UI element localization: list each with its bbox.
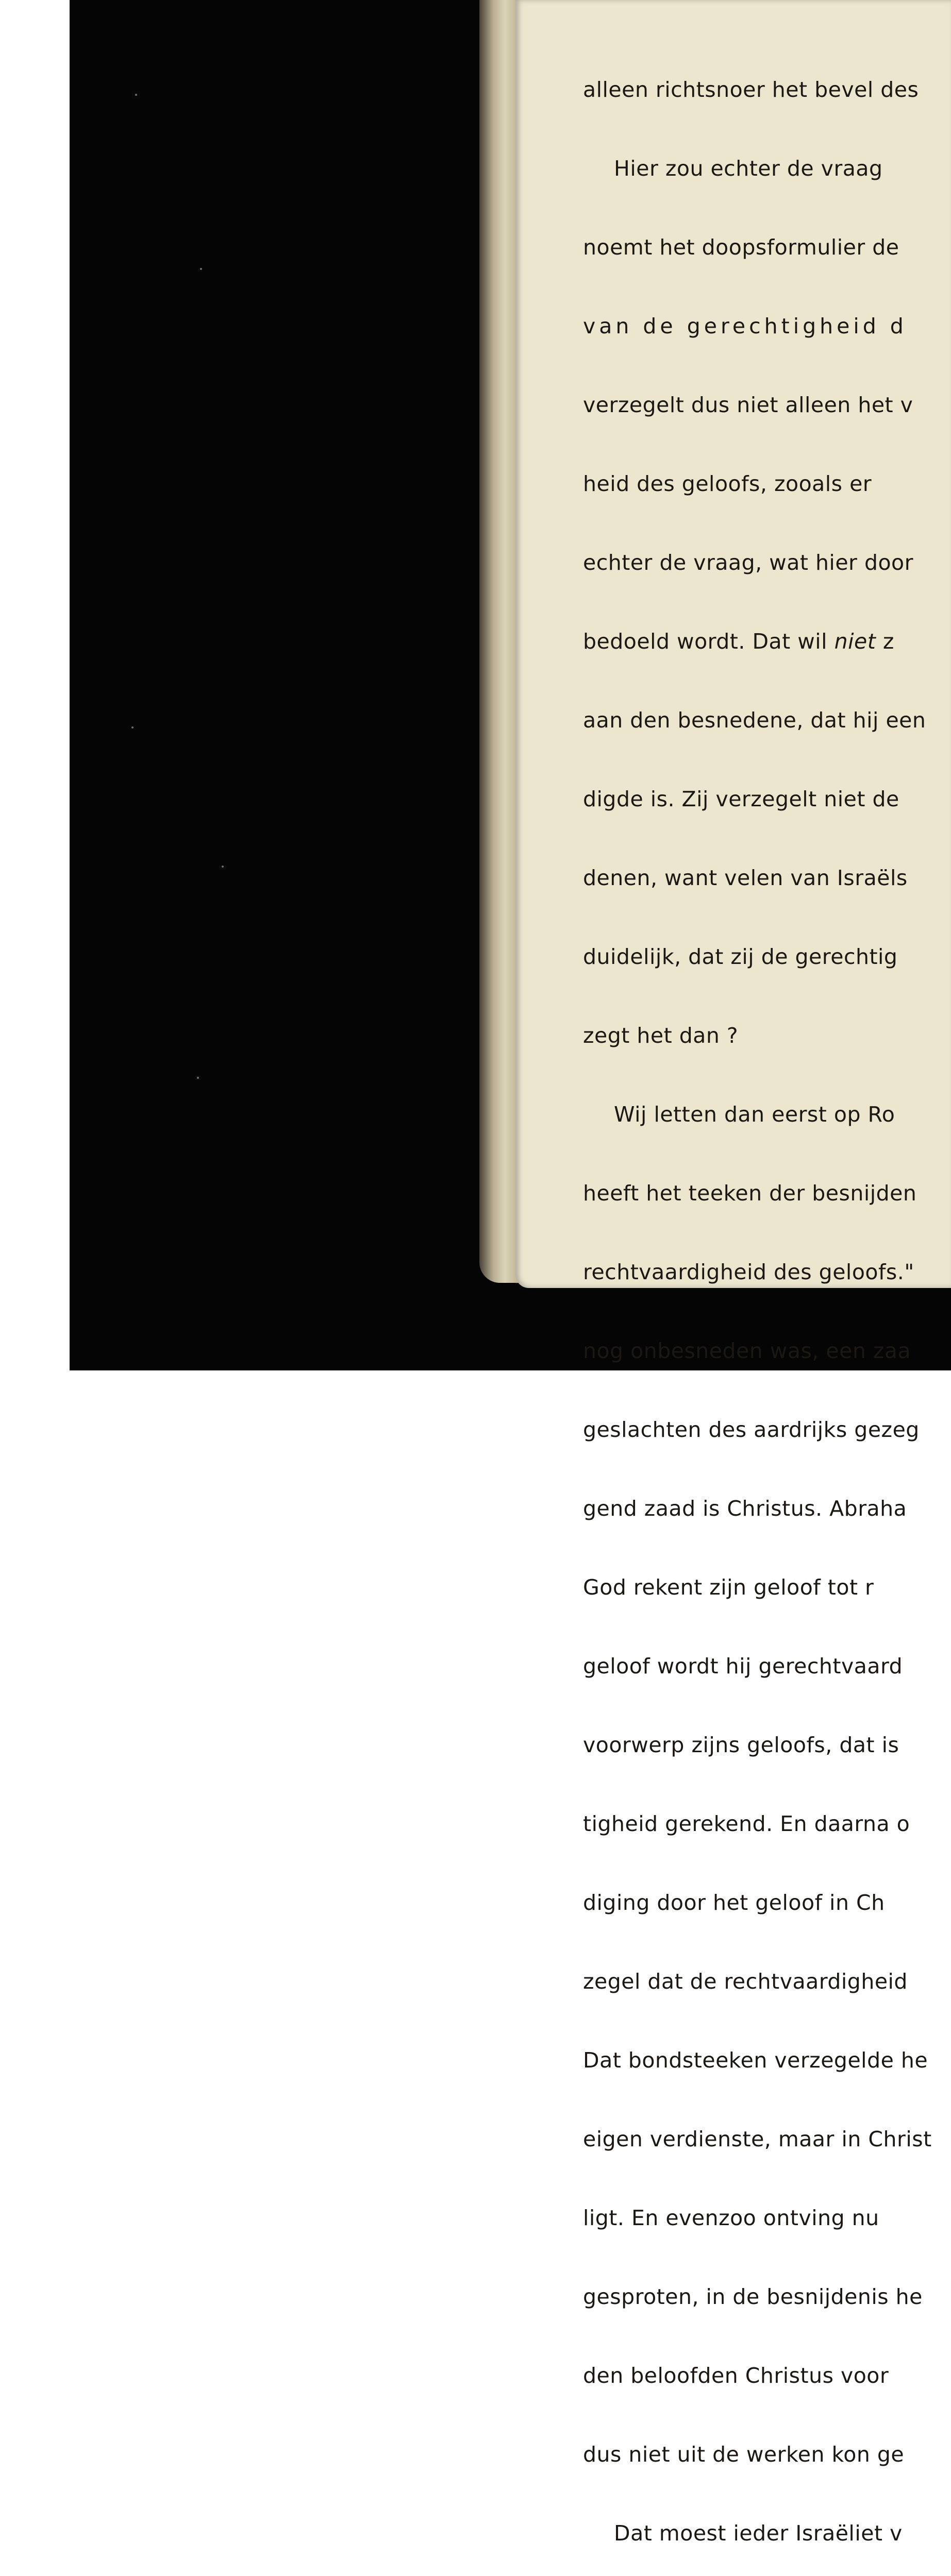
text-line: verzegelt dus niet alleen het v	[583, 393, 913, 417]
text-line: zegel dat de rechtvaardigheid	[583, 1969, 908, 1994]
text-line: Dat bondsteeken verzegelde he	[583, 2048, 928, 2073]
page-text	[583, 24, 951, 2576]
scan-speck	[135, 94, 137, 96]
text-line	[583, 629, 951, 655]
text-segment: bedoeld wordt. Dat wil	[583, 629, 835, 654]
text-line: Dat moest ieder Israëliet v	[614, 2521, 903, 2546]
text-segment: z	[876, 629, 894, 654]
scan-speck	[131, 726, 134, 728]
text-line: nog onbesneden was, een zaa	[583, 1338, 911, 1363]
text-line: dus niet uit de werken kon ge	[583, 2442, 905, 2467]
text-line: diging door het geloof in Ch	[583, 1890, 885, 1915]
scan-speck	[200, 268, 202, 270]
text-line: eigen verdienste, maar in Christ	[583, 2127, 932, 2151]
text-line: heeft het teeken der besnijden	[583, 1181, 917, 1206]
scan-speck	[222, 866, 224, 868]
text-line: geslachten des aardrijks gezeg	[583, 1417, 920, 1442]
text-line: God rekent zijn geloof tot r	[583, 1575, 874, 1600]
text-line: noemt het doopsformulier de	[583, 235, 899, 260]
text-line: digde is. Zij verzegelt niet de	[583, 787, 899, 811]
text-line: Hier zou echter de vraag	[614, 156, 883, 181]
text-line: denen, want velen van Israëls	[583, 866, 908, 890]
text-line: zegt het dan ?	[583, 1023, 739, 1048]
text-line: heid des geloofs, zooals er	[583, 471, 872, 496]
text-line: rechtvaardigheid des geloofs."	[583, 1260, 914, 1284]
text-line: gesproten, in de besnijdenis he	[583, 2284, 923, 2309]
text-line: echter de vraag, wat hier door	[583, 550, 913, 575]
text-line: geloof wordt hij gerechtvaard	[583, 1654, 903, 1679]
text-line: van de gerechtigheid d	[583, 314, 907, 338]
text-line: gend zaad is Christus. Abraha	[583, 1496, 907, 1521]
italic-word: niet	[834, 629, 876, 654]
text-line: den beloofden Christus voor	[583, 2363, 889, 2388]
scan-speck	[197, 1077, 199, 1079]
text-line: alleen richtsnoer het bevel des	[583, 77, 919, 102]
text-line: aan den besnedene, dat hij een	[583, 708, 926, 733]
text-line: duidelijk, dat zij de gerechtig	[583, 944, 898, 969]
text-line: ligt. En evenzoo ontving nu	[583, 2206, 879, 2230]
text-line: Wij letten dan eerst op Ro	[614, 1102, 895, 1127]
text-line: voorwerp zijns geloofs, dat is	[583, 1733, 899, 1757]
text-line: tigheid gerekend. En daarna o	[583, 1811, 910, 1836]
